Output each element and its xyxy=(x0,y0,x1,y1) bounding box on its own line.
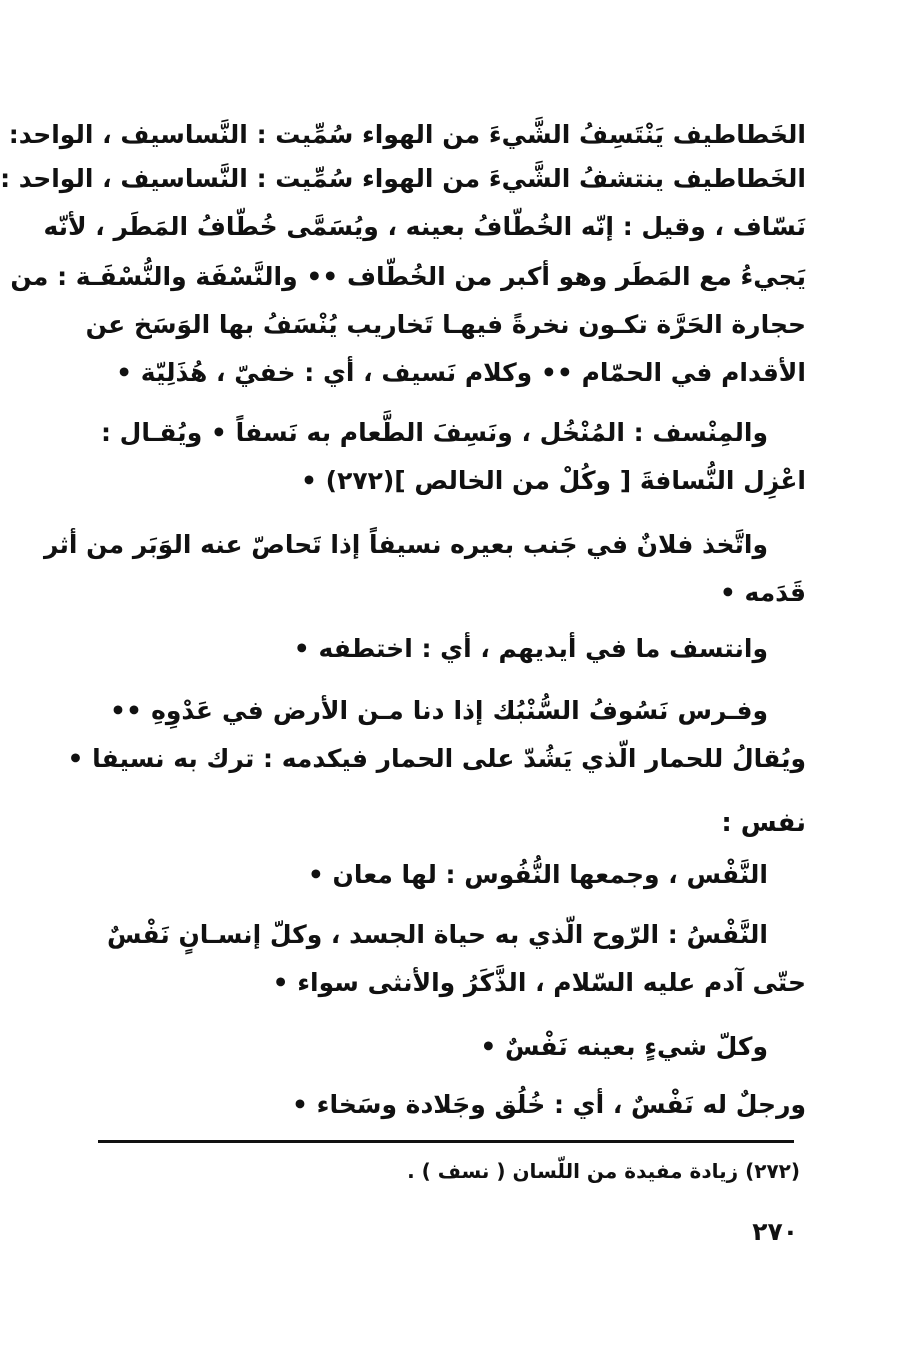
text-line: نَسّاف ، وقيل : إنّه الخُطّافُ بعينه ، ويُسَمَّى خُطّافُ المَطَر ، لأنّه xyxy=(43,212,806,241)
text-line: النَّفْسُ : الرّوح الّذي به حياة الجسد ، وكلّ إنسـانٍ نَفْسٌ xyxy=(107,920,768,949)
text-line: حتّى آدم عليه السّلام ، الذَّكَرُ والأنثى سواء • xyxy=(272,968,806,997)
text-line: ويُقالُ للحمار الّذي يَشُدّ على الحمار فيكدمه : ترك به نسيفا • xyxy=(67,744,806,773)
page-number: ٢٧٠ xyxy=(752,1217,798,1246)
text-line: وكلّ شيءٍ بعينه نَفْسٌ • xyxy=(480,1032,768,1061)
text-line: حجارة الحَرَّة تكـون نخرةً فيهـا تَخاريب يُنْسَفُ بها الوَسَخ عن xyxy=(85,310,806,339)
text-line: الخَطاطيف يَنْتَسِفُ الشَّيءَ من الهواء سُمِّيت : النَّساسيف ، الواحد: xyxy=(8,120,806,149)
text-line: النَّفْس ، وجمعها النُّفُوس : لها معان • xyxy=(307,860,768,889)
text-line: ورجلٌ له نَفْسٌ ، أي : خُلُق وجَلادة وسَخاء • xyxy=(291,1090,806,1119)
text-line: والمِنْسف : المُنْخُل ، ونَسِفَ الطَّعام به نَسفاً • ويُقـال : xyxy=(100,418,768,447)
text-line: وانتسف ما في أيديهم ، أي : اختطفه • xyxy=(293,634,768,663)
text-line: قَدَمه • xyxy=(719,578,806,607)
text-line: واتَّخذ فلانٌ في جَنب بعيره نسيفاً إذا تَحاصّ عنه الوَبَر من أثر xyxy=(43,530,768,559)
text-line: وفـرس نَسُوفُ السُّنْبُك إذا دنا مـن الأرض في عَدْوِهِ •• xyxy=(110,696,768,725)
text-line: الخَطاطيف ينتشفُ الشَّيءَ من الهواء سُمِّيت : النَّساسيف ، الواحد : xyxy=(0,164,806,193)
footnote-divider xyxy=(98,1140,794,1143)
text-line: يَجيءُ مع المَطَر وهو أكبر من الخُطّاف •• والنَّسْفَة والنُّسْفَـة : من xyxy=(10,262,806,291)
section-heading: نفس : xyxy=(721,808,806,838)
text-line: الأقدام في الحمّام •• وكلام نَسيف ، أي : خفيّ ، هُذَلِيّة • xyxy=(116,358,806,387)
text-line: اعْزِل النُّسافةَ [ وكُلْ من الخالص ](٢٧٢) • xyxy=(300,466,806,495)
footnote: (٢٧٢) زيادة مفيدة من اللّسان ( نسف ) . xyxy=(407,1159,800,1183)
